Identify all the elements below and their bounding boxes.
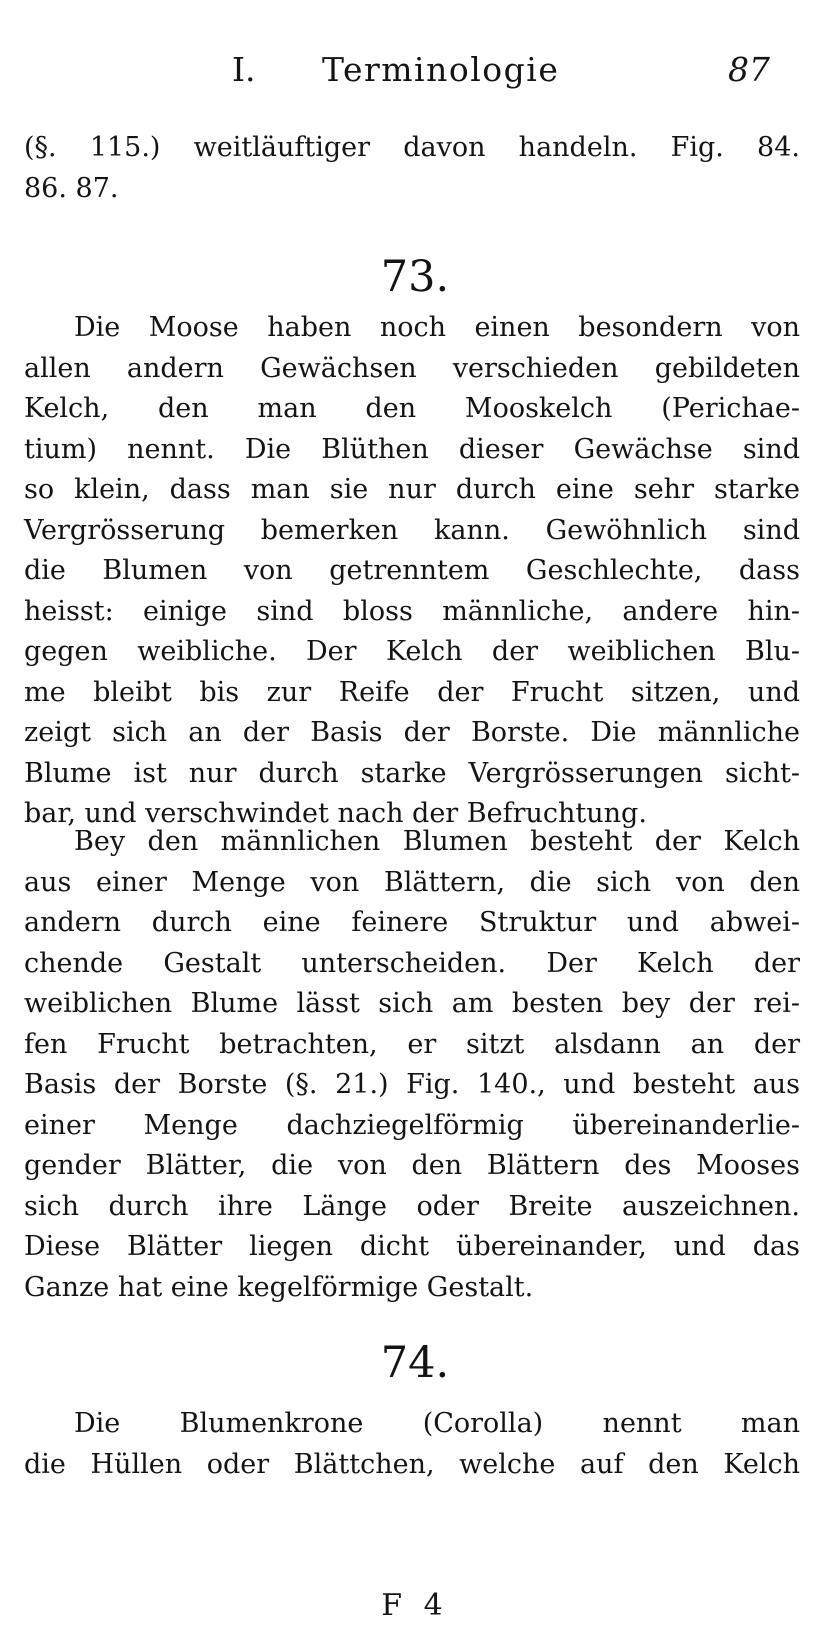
text-line: fen Frucht betrachten, er sitzt alsdann an der <box>24 1028 800 1060</box>
page-number: 87 <box>728 50 770 89</box>
continued-text <box>24 128 800 209</box>
section-number-73: 73. <box>380 252 450 302</box>
section-74-paragraph <box>24 1404 800 1485</box>
text-line: aus einer Menge von Blättern, die sich von den <box>24 866 800 898</box>
signature-mark: F 4 <box>381 1588 449 1623</box>
text-line: chende Gestalt unterscheiden. Der Kelch der <box>24 947 800 979</box>
text-line: Bey den männlichen Blumen besteht der Kelch <box>74 826 800 857</box>
section-73-paragraph-1 <box>24 308 800 835</box>
chapter-number: I. <box>232 50 256 89</box>
text-line: sich durch ihre Länge oder Breite auszeichnen. <box>24 1190 800 1222</box>
text-line: Die Blumenkrone (Corolla) nennt man <box>74 1408 800 1439</box>
text-line: gender Blätter, die von den Blättern des Mooses <box>24 1150 800 1181</box>
text-line: einer Menge dachziegelförmig übereinanderlie- <box>24 1109 800 1141</box>
text-line: Vergrösserung bemerken kann. Gewöhnlich sind <box>24 514 800 546</box>
section-number-74: 74. <box>380 1338 450 1388</box>
text-line: allen andern Gewächsen verschieden gebildeten <box>24 352 800 384</box>
section-73-paragraph-2 <box>24 822 800 1308</box>
text-line: heisst: einige sind bloss männliche, andere hin- <box>24 595 800 627</box>
text-line: Ganze hat eine kegelförmige Gestalt. <box>24 1271 534 1303</box>
text-line: Basis der Borste (§. 21.) Fig. 140., und besteht aus <box>24 1069 800 1100</box>
text-line: so klein, dass man sie nur durch eine sehr starke <box>24 474 800 505</box>
text-line: zeigt sich an der Basis der Borste. Die männliche <box>24 717 800 748</box>
text-line: Kelch, den man den Mooskelch (Perichae- <box>24 393 800 424</box>
text-line: die Blumen von getrenntem Geschlechte, dass <box>24 555 800 586</box>
text-line: gegen weibliche. Der Kelch der weiblichen Blu- <box>24 636 800 667</box>
text-line: weiblichen Blume lässt sich am besten bey der rei- <box>24 988 800 1019</box>
text-line: Blume ist nur durch starke Vergrösserungen sicht- <box>24 757 800 789</box>
text-line: Die Moose haben noch einen besondern von <box>74 312 800 343</box>
text-line: bar, und verschwindet nach der Befruchtung. <box>24 798 647 829</box>
text-line: tium) nennt. Die Blüthen dieser Gewächse sind <box>24 433 800 465</box>
text-line: (§. 115.) weitläuftiger davon handeln. Fig. 84. <box>24 132 800 163</box>
text-line: die Hüllen oder Blättchen, welche auf den Kelch <box>24 1448 800 1480</box>
running-header <box>0 44 830 96</box>
text-line: me bleibt bis zur Reife der Frucht sitzen, und <box>24 676 800 708</box>
chapter-title: Terminologie <box>322 50 560 89</box>
text-line: Diese Blätter liegen dicht übereinander, und das <box>24 1231 800 1262</box>
text-line: andern durch eine feinere Struktur und abwei- <box>24 907 800 938</box>
text-line: 86. 87. <box>24 172 119 204</box>
